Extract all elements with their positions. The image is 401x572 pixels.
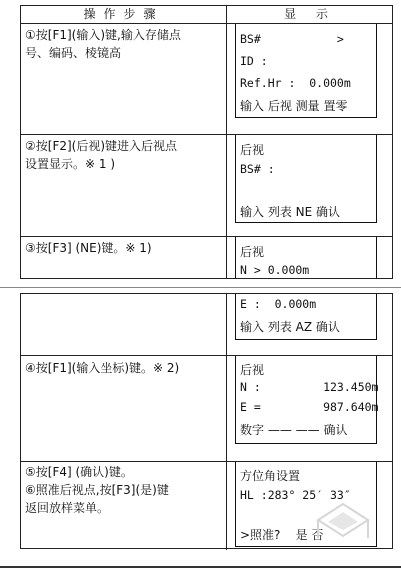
step-2-line-1: ②按[F2](后视)键进入后视点 xyxy=(25,139,178,153)
bottom-rule xyxy=(0,566,401,568)
screen-4-line-2: N : 123.450m xyxy=(240,380,379,394)
screen-2-line-1: 后视 xyxy=(240,143,265,157)
header-display: 显 示 xyxy=(284,7,336,21)
screen-5-prompt: >照准? 是 否 xyxy=(240,528,324,542)
watermark-graphic xyxy=(298,498,388,560)
screen-3b-softkeys: 输入 列表 AZ 确认 xyxy=(240,320,340,334)
screen-2 xyxy=(235,135,377,223)
screen-3a-line-1: 后视 xyxy=(240,245,265,259)
header-steps: 操作步骤 xyxy=(83,7,164,21)
step-2-line-2: 设置显示。※ 1 ) xyxy=(25,157,116,171)
column-divider xyxy=(226,6,227,280)
column-divider xyxy=(226,294,227,550)
screen-3a-line-2: N > 0.000m xyxy=(240,263,310,277)
step-6-line-1: ⑥照准后视点,按[F3](是)键 xyxy=(25,483,169,497)
screen-4-softkeys: 数字 —— —— 确认 xyxy=(240,423,348,437)
screen-5-line-1: 方位角设置 xyxy=(240,469,301,483)
screen-1-softkeys: 输入 后视 测量 置零 xyxy=(240,99,348,113)
page-break-line xyxy=(0,287,401,288)
screen-4-line-3: E = 987.640m xyxy=(240,400,379,414)
screen-3b xyxy=(235,294,377,340)
step-2 xyxy=(25,137,221,173)
step-4-line-1: ④按[F1](输入坐标)键。※ 2) xyxy=(25,361,180,375)
step-5-line-1: ⑤按[F4] (确认)键。 xyxy=(25,465,133,479)
watermark-icon xyxy=(298,498,388,560)
screen-1-line-1: BS# > xyxy=(240,32,344,46)
screen-3b-line-1: E : 0.000m xyxy=(240,297,317,311)
screen-1 xyxy=(235,24,377,118)
screen-4 xyxy=(235,356,377,444)
step-5-6 xyxy=(25,463,221,517)
step-3 xyxy=(25,239,221,257)
screen-2-line-2: BS# : xyxy=(240,162,275,176)
screen-4-line-1: 后视 xyxy=(240,363,265,377)
step-3-line-1: ③按[F3] (NE)键。※ 1) xyxy=(25,241,152,255)
step-1 xyxy=(25,26,221,62)
screen-3a xyxy=(235,237,377,280)
screen-5-line-2: HL :283° 25′ 33″ xyxy=(240,488,351,502)
step-1-line-1: ①按[F1](输入)键,输入存储点 xyxy=(25,28,181,42)
step-4 xyxy=(25,359,221,377)
table-upper xyxy=(20,5,393,279)
step-1-line-2: 号、编码、棱镜高 xyxy=(25,46,122,60)
step-6-line-2: 返回放样菜单。 xyxy=(25,501,110,515)
screen-1-line-2: ID : xyxy=(240,54,268,68)
screen-2-softkeys: 输入 列表 NE 确认 xyxy=(240,205,341,219)
screen-1-line-3: Ref.Hr : 0.000m xyxy=(240,76,351,90)
